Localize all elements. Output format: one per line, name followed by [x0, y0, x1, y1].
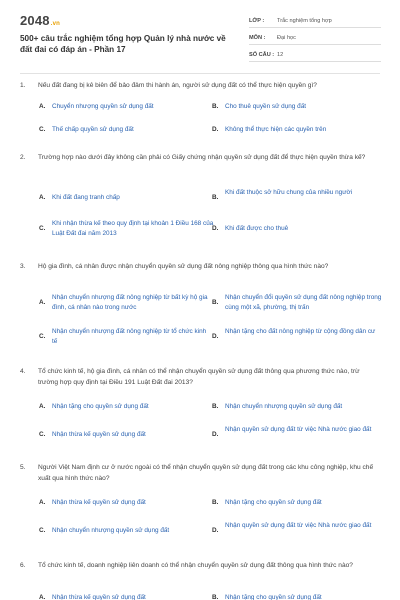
- option-text: Nhận chuyển nhượng đất nông nghiệp từ tổ chức kinh tế: [52, 328, 207, 345]
- option-letter: B.: [212, 594, 219, 600]
- option-text: Cho thuê quyền sử dụng đất: [225, 103, 307, 110]
- option-text: Chuyển nhượng quyền sử dụng đất: [52, 103, 154, 110]
- question-3: [20, 261, 380, 361]
- meta-row-class: [249, 14, 381, 28]
- question-2: [20, 152, 380, 252]
- option-letter: C.: [39, 333, 46, 340]
- option-letter: C.: [39, 126, 46, 133]
- question-4: [20, 366, 380, 456]
- option-text: Nhận chuyển nhượng quyền sử dụng đất: [225, 403, 343, 410]
- meta-box: [249, 14, 381, 65]
- option-letter: A.: [39, 103, 46, 110]
- question-number: 5.: [20, 464, 26, 471]
- meta-row-count: [249, 48, 381, 62]
- page-header: [0, 0, 400, 64]
- logo-text: 2048: [20, 13, 50, 28]
- header-divider: [20, 73, 380, 74]
- page-title: 500+ câu trắc nghiệm tổng hợp Quản lý nhà nước về đất đai có đáp án - Phần 17: [20, 34, 226, 54]
- option-letter: D.: [212, 431, 219, 438]
- question-6: [20, 560, 380, 600]
- option-text: Nhận thừa kế quyền sử dụng đất: [52, 431, 146, 438]
- option-text: Nhận chuyển nhượng đất nông nghiệp từ bất kỳ hộ gia đình, cá nhân nào trong nước: [52, 294, 208, 311]
- option-text: Nhận thừa kế quyền sử dụng đất: [52, 499, 146, 506]
- option-letter: A.: [39, 403, 46, 410]
- option-letter: B.: [212, 194, 219, 201]
- meta-label: LỚP :: [249, 17, 265, 24]
- meta-row-subject: [249, 31, 381, 45]
- option-text: Nhận chuyển đổi quyền sử dụng đất nông nghiệp trong cùng một xã, phường, thị trấn: [225, 294, 382, 311]
- option-text: Nhận tặng cho quyền sử dụng đất: [225, 499, 322, 506]
- option-letter: B.: [212, 299, 219, 306]
- option-text: Khi đất đang tranh chấp: [52, 194, 120, 201]
- option-letter: B.: [212, 403, 219, 410]
- option-letter: D.: [212, 527, 219, 534]
- option-text: Nhận tặng cho quyền sử dụng đất: [52, 403, 149, 410]
- option-text: Khi đất được cho thuê: [225, 225, 289, 232]
- option-letter: C.: [39, 527, 46, 534]
- question-number: 3.: [20, 263, 26, 270]
- question-number: 2.: [20, 154, 26, 161]
- question-stem: Hộ gia đình, cá nhân được nhận chuyển quyền sử dụng đất nông nghiệp thông qua hình thức nào?: [38, 263, 329, 270]
- question-stem: Người Việt Nam định cư ở nước ngoài có thể nhận chuyển quyền sử dụng đất trong các khu công nghiệp, khu chế xuất qua hình thức nào?: [38, 464, 374, 482]
- question-1: [20, 80, 380, 154]
- option-text: Khi đất thuộc sở hữu chung của nhiều người: [225, 189, 353, 196]
- question-stem: Tổ chức kinh tế, hộ gia đình, cá nhân có thể nhận chuyển quyền sử dụng đất thông qua phương thức nào, trừ trường hợp quy định tại Điều 191 Luật Đất đai 2013?: [38, 368, 360, 386]
- option-text: Nhận quyền sử dụng đất từ việc Nhà nước giao đất: [225, 426, 372, 433]
- option-letter: C.: [39, 225, 46, 232]
- question-number: 4.: [20, 368, 26, 375]
- option-letter: B.: [212, 103, 219, 110]
- option-letter: A.: [39, 194, 46, 201]
- option-text: Nhận tặng cho đất nông nghiệp từ cộng đồng dân cư: [225, 328, 376, 335]
- option-text: Khi nhận thừa kế theo quy định tại khoản 1 Điều 168 của Luật Đất đai năm 2013: [52, 220, 214, 237]
- option-letter: A.: [39, 499, 46, 506]
- option-text: Nhận tặng cho quyền sử dụng đất: [225, 594, 322, 600]
- option-letter: D.: [212, 333, 219, 340]
- option-letter: D.: [212, 225, 219, 232]
- question-number: 6.: [20, 562, 26, 569]
- question-5: [20, 462, 380, 554]
- question-stem: Tổ chức kinh tế, doanh nghiệp liên doanh có thể nhận chuyển quyền sử dụng đất thông qua hình thức nào?: [38, 562, 353, 569]
- option-text: Không thể thực hiện các quyền trên: [225, 126, 327, 133]
- meta-label: SỐ CÂU :: [249, 51, 275, 58]
- option-text: Nhận quyền sử dụng đất từ việc Nhà nước giao đất: [225, 522, 372, 529]
- option-letter: B.: [212, 499, 219, 506]
- option-text: Nhận chuyển nhượng quyền sử dụng đất: [52, 527, 170, 534]
- option-letter: A.: [39, 299, 46, 306]
- option-letter: D.: [212, 126, 219, 133]
- question-number: 1.: [20, 82, 26, 89]
- meta-value: 12: [277, 51, 284, 58]
- meta-value: Trắc nghiệm tổng hợp: [277, 17, 332, 24]
- question-stem: Trường hợp nào dưới đây không cần phải có Giấy chứng nhận quyền sử dụng đất để thực hiện quyền thừa kế?: [38, 154, 366, 161]
- meta-value: Đại học: [277, 34, 296, 41]
- option-letter: C.: [39, 431, 46, 438]
- logo-suffix: .vn: [50, 21, 61, 27]
- question-stem: Nếu đất đang bị kê biên để bảo đảm thi hành án, người sử dụng đất có thể thực hiện quyền gì?: [38, 82, 317, 89]
- site-logo[interactable]: [20, 13, 60, 28]
- option-text: Thế chấp quyền sử dụng đất: [52, 126, 134, 133]
- option-text: Nhận thừa kế quyền sử dụng đất: [52, 594, 146, 600]
- meta-label: MÔN :: [249, 34, 266, 41]
- option-letter: A.: [39, 594, 46, 600]
